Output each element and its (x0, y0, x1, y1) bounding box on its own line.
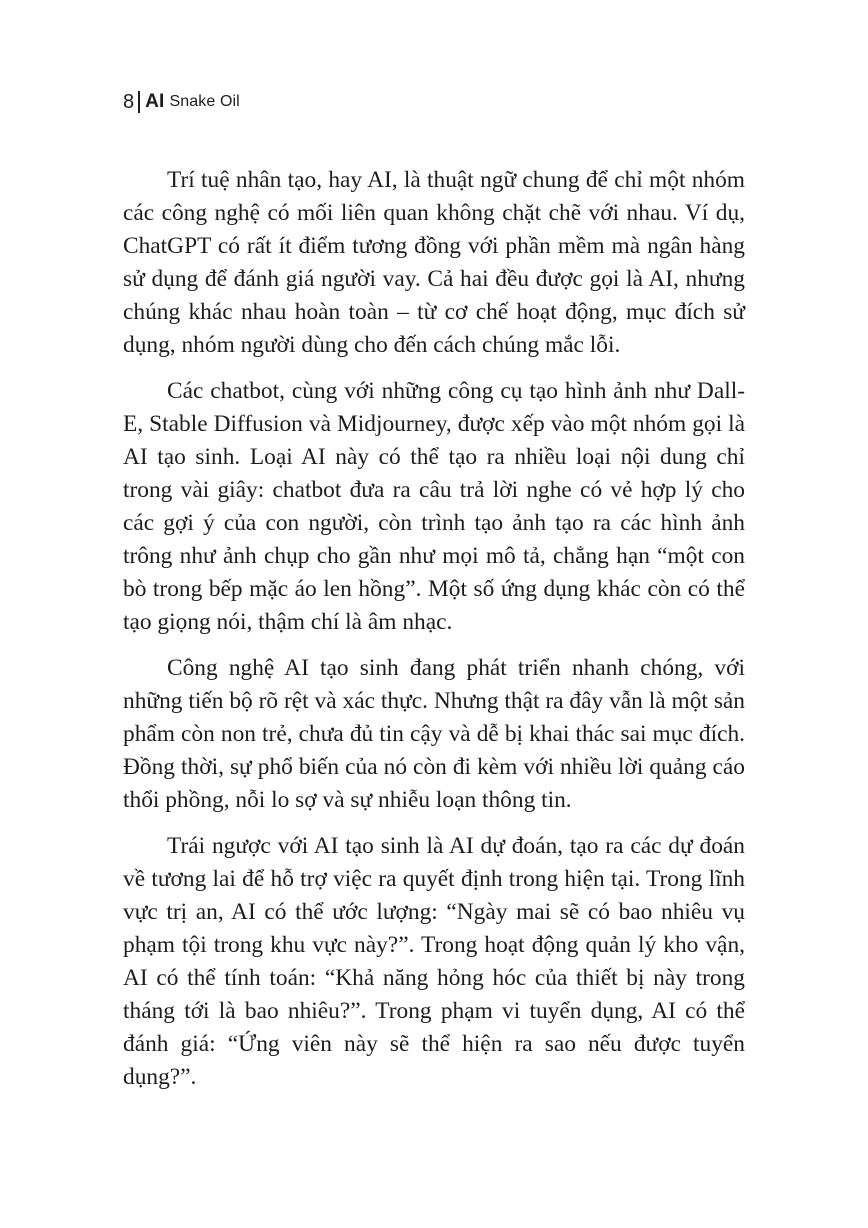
paragraph-2: Các chatbot, cùng với những công cụ tạo hình ảnh như Dall-E, Stable Diffusion và Midjourney, được xếp vào một nhóm gọi là AI tạo sinh. Loại AI này có thể tạo ra nhiều loại nội dung chỉ trong vài giây: chatbot đưa ra câu trả lời nghe có vẻ hợp lý cho các gợi ý của con người, còn trình tạo ảnh tạo ra các hình ảnh trông như ảnh chụp cho gần như mọi mô tả, chẳng hạn “một con bò trong bếp mặc áo len hồng”. Một số ứng dụng khác còn có thể tạo giọng nói, thậm chí là âm nhạc. (123, 378, 745, 635)
page-number: 8 (123, 91, 135, 113)
header-divider (138, 91, 140, 113)
paragraph-1: Trí tuệ nhân tạo, hay AI, là thuật ngữ chung để chỉ một nhóm các công nghệ có mối liên quan không chặt chẽ với nhau. Ví dụ, ChatGPT có rất ít điểm tương đồng với phần mềm mà ngân hàng sử dụng để đánh giá người vay. Cả hai đều được gọi là AI, nhưng chúng khác nhau hoàn toàn – từ cơ chế hoạt động, mục đích sử dụng, nhóm người dùng cho đến cách chúng mắc lỗi. (123, 167, 745, 358)
paragraph-3: Công nghệ AI tạo sinh đang phát triển nhanh chóng, với những tiến bộ rõ rệt và xác thực. Nhưng thật ra đây vẫn là một sản phẩm còn non trẻ, chưa đủ tin cậy và dễ bị khai thác sai mục đích. Đồng thời, sự phổ biến của nó còn đi kèm với nhiều lời quảng cáo thổi phồng, nỗi lo sợ và sự nhiễu loạn thông tin. (123, 655, 745, 813)
book-title-bold: AI (145, 91, 165, 112)
running-header (123, 90, 240, 114)
book-title-rest: Snake Oil (169, 93, 240, 110)
paragraph-4: Trái ngược với AI tạo sinh là AI dự đoán, tạo ra các dự đoán về tương lai để hỗ trợ việc ra quyết định trong hiện tại. Trong lĩnh vực trị an, AI có thể ước lượng: “Ngày mai sẽ có bao nhiêu vụ phạm tội trong khu vực này?”. Trong hoạt động quản lý kho vận, AI có thể tính toán: “Khả năng hỏng hóc của thiết bị này trong tháng tới là bao nhiêu?”. Trong phạm vi tuyển dụng, AI có thể đánh giá: “Ứng viên này sẽ thể hiện ra sao nếu được tuyển dụng?”. (123, 833, 745, 1090)
body-text (123, 164, 745, 1094)
